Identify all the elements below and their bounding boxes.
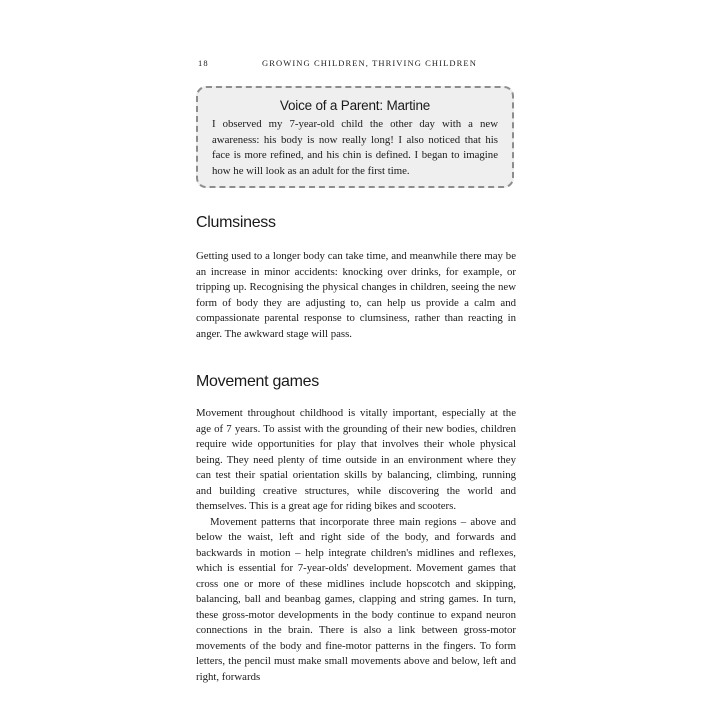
section-heading-clumsiness: Clumsiness [196,214,276,231]
paragraph: Movement throughout childhood is vitally important, especially at the age of 7 years. To assist with the grounding of their new bodies, children require wide opportunities for play that involves their whole physical being. They need plenty of time outside in an environment where they can test their spatial orientation skills by balancing, climbing, running and building creative structures, while discovering the world and themselves. This is a great age for riding bikes and scooters. [196,407,516,512]
running-head [198,58,518,72]
page-number: 18 [198,58,209,68]
section-body-movement-games [196,406,516,685]
paragraph: Getting used to a longer body can take time, and meanwhile there may be an increase in minor accidents: knocking over drinks, for example, or tripping up. Recognising the physical changes in children, seeing the new form of body they are adjusting to, can help us provide a calm and compassionate parental response to clumsiness, rather than reacting in anger. The awkward stage will pass. [196,250,516,340]
quote-box-body: I observed my 7-year-old child the other day with a new awareness: his body is now really long! I also noticed that his face is more refined, and his chin is defined. I began to imagine how he will look as an adult for the first time. [212,118,498,177]
paragraph: Movement patterns that incorporate three main regions – above and below the waist, left and right side of the body, and forwards and backwards in motion – help integrate children's midlines and reflexes, which is essential for 7-year-olds' development. Movement games that cross one or more of these midlines include hopscotch and skipping, balancing, ball and beanbag games, clapping and string games. In turn, these gross-motor developments in the body continue to expand neuron connections in the brain. There is also a link between gross-motor movements of the body and fine-motor patterns in the fingers. To form letters, the pencil must make small movements above and below, left and right, forwards [196,515,516,683]
parent-quote-box [196,86,514,188]
running-title: GROWING CHILDREN, THRIVING CHILDREN [262,58,477,68]
section-body-clumsiness [196,249,516,342]
quote-box-title: Voice of a Parent: Martine [279,98,431,113]
section-heading-movement-games: Movement games [196,373,319,390]
